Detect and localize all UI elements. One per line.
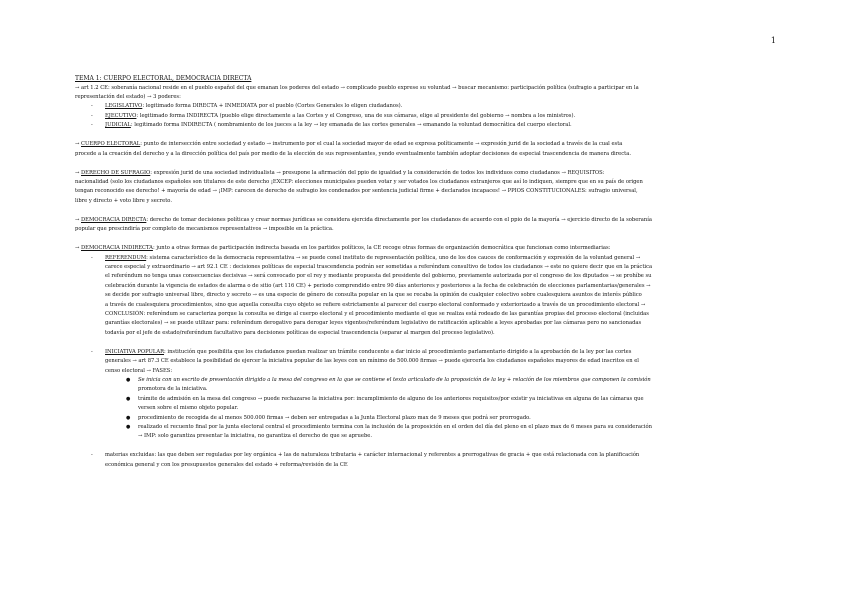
document-body — [75, 74, 775, 470]
section-heading: CUERPO ELECTORAL — [81, 141, 141, 148]
list-item — [126, 376, 775, 395]
democracia-indirecta-section: → DEMOCRACIA INDIRECTA: junto a otras formas de participación indirecta basada en los partidos políticos, la CE recoge otras formas de organización democrática que funcionan como intermediarias: - REFERENDUM: sistema característico de la democracia representativa → se puede conel instituto de representación política, uno de los dos cauces de conformación y expresión de la voluntad general → carece especial y extraordinario → art 92.1 CE : decisiones políticas de especial trascendencia podrán ser sometidas a referéndum consultivo de todos los ciudadanos → este no quiere decir que en la práctica el referéndum no tenga unas consecuencias decisivas → será convocado por el rey y mediante propuesta del presidente del gobierno, previamente autorizada por el congreso de los diputados → se prohíbe su celebración durante la vigencia de estados de alarma o de sitio (art 116 CE) + periodo comprendido entre 90 días anteriores y posteriores a la fecha de celebración de elecciones parlamentarias/generales → se decide por sufragio universal libre, directo y secreto → es una especie de género de consulta popular en la que se recaba la opinión de cualquier colectivo sobre cualesquiera asuntos de interés público a través de cualesquiera procedimientos, sino que aquella consulta cuyo objeto se refiere estrictamente al parecer del cuerpo electoral conformado y exteriorizado a través de un procedimiento electoral → CONCLUSIÓN: referéndum se caracteriza porque la consulta se dirige al cuerpo electoral y el procedimiento mediante el que se realiza está rodeado de las garantías propias del proceso electoral (incluidas garantías electorales) → se puede utilizar para: referéndum derogativo para derogar leyes vigentes/referéndum legislativo de ratificación aplicable a leyes aprobadas por las cámaras pero no sancionadas todavía por el jefe de estado/referéndum facultativo para decisiones políticas de especial trascendencia (separar al margen del proceso legislativo). - INICIATIVA POPULAR: institución que posibilita que los ciudadanos puedan realizar un trámite conducente a dar inicio al procedimiento parlamentario dirigido a la aprobación de la ley por las cortes generales → art 87.3 CE establece la posibilidad de ejercer la iniciativa popular de las leyes con un mínimo de 500.000 firmas → puede ejercerla los ciudadanos españoles mayores de edad inscritos en el censo electoral → FASES: ● Se inicia con un escrito de presentación dirigido a la mesa del congreso en la que se contiene el texto articulado de la proposición de la ley + relación de los miembros que componen la comisión promotora de la iniciativa. ● trámite de admisión en la mesa del congreso → puede rechazarse la iniciativa por: incumplimiento de alguno de los anteriores requisitos/por existir ya iniciativas en alguna de las cámaras que versen sobre el mismo objeto popular. ● procedimiento de recogida de al menos 500.000 firmas → deben ser entregadas a la Junta Electoral plazo max de 9 meses que podrá ser prorrogado. ● realizado el recuento final por la junta electoral central el procedimiento termina con la inclusión de la proposición en el orden del día del pleno en el plazo max de 6 meses para su consideración → IMP: solo garantiza presentar la iniciativa, no garantiza el derecho de que se apruebe. - materias excluidas: las que deben ser reguladas por ley orgánica + las de naturaleza tributaria + carácter internacional y referentes a prerrogativas de gracia + que está relacionada con la planificación económica general y con los presupuestos generales del estado + reforma/revisión de la CE — [75, 244, 775, 470]
paragraph-line: el referéndum no tenga unas consecuencias decisivas → será convocado por el rey y mediante propuesta del presidente del gobierno, previamente autorizada por el congreso de los diputados → se prohíbe su — [105, 273, 652, 280]
paragraph-line: generales → art 87.3 CE establece la posibilidad de ejercer la iniciativa popular de las leyes con un mínimo de 500.000 firmas → puede ejercerla los ciudadanos españoles mayores de edad inscritos en el — [105, 358, 639, 365]
list-item — [126, 423, 775, 442]
paragraph-line: : punto de intersección entre sociedad y estado → instrumento por el cual la sociedad mayor de edad se expresa políticamente → expresión jurid de la sociedad a través de la cual esta — [140, 141, 623, 148]
bullet-icon: ● — [126, 395, 131, 402]
power-text: : legitimado forma INDIRECTA (pueblo elige directamente a las Cortes y el Congreso, una de sus cámaras, elige al presidente del gobierno → nombra a los ministros). — [136, 112, 576, 119]
paragraph-line: : junto a otras formas de participación indirecta basada en los partidos políticos, la CE recoge otras formas de organización democrática que funcionan como intermediarias: — [152, 245, 611, 252]
paragraph-line: censo electoral → FASES: — [105, 367, 173, 374]
power-text: : legitimado forma INDIRECTA ( nombramiento de los jueces a la ley → ley emanada de las cortes generales → emanando la voluntad democrática del cuerpo electoral. — [130, 122, 572, 129]
bullet-line: realizado el recuento final por la junta electoral central el procedimiento termina con la inclusión de la proposición en el orden del día del pleno en el plazo max de 6 meses para su consideración — [138, 423, 652, 430]
paragraph-line: popular que prescindiría por completo de mecanismos representativos → imposible en la práctica. — [75, 226, 334, 233]
bullet-line: Se inicia con un escrito de presentación dirigido a la mesa del congreso en la que se contiene el texto articulado de la proposición de la ley + relación de los miembros que componen la comisión — [138, 376, 651, 383]
bullet-icon: ● — [126, 376, 131, 383]
paragraph-line: garantías electorales) → se puede utilizar para: referéndum derogativo para derogar leyes vigentes/referéndum legislativo de ratificación aplicable a leyes aprobadas por las cámaras pero no sancionadas — [105, 320, 642, 327]
bullet-icon: ● — [126, 423, 131, 430]
paragraph-line: : institución que posibilita que los ciudadanos puedan realizar un trámite conducente a dar inicio al procedimiento parlamentario dirigido a la aprobación de la ley por las cortes — [164, 348, 632, 355]
power-text: : legitimado forma DIRECTA + INMEDIATA por el pueblo (Cortes Generales lo eligen ciudadanos). — [142, 103, 403, 110]
power-item: - EJECUTIVO: legitimado forma INDIRECTA (pueblo elige directamente a las Cortes y el Congreso, una de sus cámaras, elige al presidente del gobierno → nombra a los ministros). — [91, 112, 576, 119]
paragraph-line: procede a la creación del derecho y a la dirección política del país por medio de la elección de sus representantes, yendo eventualmente también adoptar decisiones de especial trascendencia de manera directa. — [75, 150, 631, 157]
section-heading: DEMOCRACIA DIRECTA — [81, 216, 147, 223]
bullet-line: versen sobre el mismo objeto popular. — [138, 405, 239, 412]
paragraph-line: : sistema característico de la democracia representativa → se puede conel instituto de representación política, uno de los dos cauces de conformación y expresión de la voluntad general → — [146, 254, 641, 261]
bullet-icon: ● — [126, 414, 131, 421]
section-heading: DEMOCRACIA INDIRECTA — [81, 245, 153, 252]
paragraph-line: a través de cualesquiera procedimientos, sino que aquella consulta cuyo objeto se refiere estrictamente al parecer del cuerpo electoral conformado y exteriorizado a través de un procedimiento electoral → — [105, 301, 646, 308]
paragraph-line: : expresión jurid de una sociedad individualista → presupone la afirmación del ppio de igualdad y la consideración de todos los individuos como ciudadanos → REQUISITOS: — [150, 169, 605, 176]
paragraph-line: libre y directo + voto libre y secreto. — [75, 197, 172, 204]
intro-line: → art 1.2 CE: soberanía nacional reside en el pueblo español del que emanan los poderes del estado → complicado pueblo exprese su voluntad → buscar mecanismo: participación política (sufragio a participar en la — [75, 84, 639, 91]
bullet-line: trámite de admisión en la mesa del congreso → puede rechazarse la iniciativa por: incumplimiento de alguno de los anteriores requisitos/por existir ya iniciativas en alguna de las cámaras que — [138, 395, 644, 402]
power-label: EJECUTIVO — [105, 112, 137, 119]
paragraph-line: materias excluidas: las que deben ser reguladas por ley orgánica + las de naturaleza tributaria + carácter internacional y referentes a prerrogativas de gracia + que está relacionada con la planificación — [105, 452, 640, 459]
cuerpo-electoral-section: → CUERPO ELECTORAL: punto de intersección entre sociedad y estado → instrumento por el cual la sociedad mayor de edad se expresa políticamente → expresión jurid de la sociedad a través de la cual esta procede a la creación del derecho y a la dirección política del país por medio de la elección de sus representantes, yendo eventualmente también adoptar decisiones de especial trascendencia de manera directa. — [75, 140, 775, 159]
paragraph-line: todavía por el jefe de estado/referéndum facultativo para decisiones políticas de especial trascendencia (separar al margen del proceso legislativo). — [105, 329, 495, 336]
paragraph-line: se decide por sufragio universal libre, directo y secreto → es una especie de género de consulta popular en la que se recaba la opinión de cualquier colectivo sobre cualesquiera asuntos de interés público — [105, 292, 642, 299]
sufragio-section: → DERECHO DE SUFRAGIO: expresión jurid de una sociedad individualista → presupone la afirmación del ppio de igualdad y la consideración de todos los individuos como ciudadanos → REQUISITOS: nacionalidad (solo los ciudadanos españoles son titulares de este derecho ¡EXCEP: elecciones municipales pueden votar y ser votados los ciudadanos extranjeros que así lo indiquen, siempre que en su país de origen tengan reconocido ese derecho! + mayoría de edad → ¡IMP: carecen de derecho de sufragio los condenados por sentencia judicial firme + declarados incapaces! → PPIOS CONSTITUCIONALES: sufragio universal, libre y directo + voto libre y secreto. — [75, 169, 775, 207]
paragraph-line: : derecho de tomar decisiones políticas y crear normas jurídicas se considera ejercida directamente por los ciudadanos de acuerdo con el ppio de la mayoría → ejercicio directo de la soberanía — [146, 216, 652, 223]
power-item: - JUDICIAL: legitimado forma INDIRECTA ( nombramiento de los jueces a la ley → ley emanada de las cortes generales → emanando la voluntad democrática del cuerpo electoral. — [91, 122, 572, 129]
list-item — [126, 414, 775, 423]
bullet-line: procedimiento de recogida de al menos 500.000 firmas → deben ser entregadas a la Junta Electoral plazo max de 9 meses que podrá ser prorrogado. — [138, 414, 531, 421]
democracia-directa-section: → DEMOCRACIA DIRECTA: derecho de tomar decisiones políticas y crear normas jurídicas se considera ejercida directamente por los ciudadanos de acuerdo con el ppio de la mayoría → ejercicio directo de la soberanía popular que prescindiría por completo de mecanismos representativos → imposible en la práctica. — [75, 216, 775, 235]
paragraph-line: CONCLUSIÓN: referéndum se caracteriza porque la consulta se dirige al cuerpo electoral y el procedimiento mediante el que se realiza está rodeado de las garantías propias del proceso electoral (incluidas — [105, 311, 649, 317]
iniciativa-popular-item: - INICIATIVA POPULAR: institución que posibilita que los ciudadanos puedan realizar un trámite conducente a dar inicio al procedimiento parlamentario dirigido a la aprobación de la ley por las cortes generales → art 87.3 CE establece la posibilidad de ejercer la iniciativa popular de las leyes con un mínimo de 500.000 firmas → puede ejercerla los ciudadanos españoles mayores de edad inscritos en el censo electoral → FASES: — [75, 348, 775, 376]
paragraph-line: económica general y con los presupuestos generales del estado + reforma/revisión de la CE — [105, 461, 348, 468]
referendum-item: - REFERENDUM: sistema característico de la democracia representativa → se puede conel instituto de representación política, uno de los dos cauces de conformación y expresión de la voluntad general → carece especial y extraordinario → art 92.1 CE : decisiones políticas de especial trascendencia podrán ser sometidas a referéndum consultivo de todos los ciudadanos → este no quiere decir que en la práctica el referéndum no tenga unas consecuencias decisivas → será convocado por el rey y mediante propuesta del presidente del gobierno, previamente autorizada por el congreso de los diputados → se prohíbe su celebración durante la vigencia de estados de alarma o de sitio (art 116 CE) + periodo comprendido entre 90 días anteriores y posteriores a la fecha de celebración de elecciones parlamentarias/generales → se decide por sufragio universal libre, directo y secreto → es una especie de género de consulta popular en la que se recaba la opinión de cualquier colectivo sobre cualesquiera asuntos de interés público a través de cualesquiera procedimientos, sino que aquella consulta cuyo objeto se refiere estrictamente al parecer del cuerpo electoral conformado y exteriorizado a través de un procedimiento electoral → CONCLUSIÓN: referéndum se caracteriza porque la consulta se dirige al cuerpo electoral y el procedimiento mediante el que se realiza está rodeado de las garantías propias del proceso electoral (incluidas garantías electorales) → se puede utilizar para: referéndum derogativo para derogar leyes vigentes/referéndum legislativo de ratificación aplicable a leyes aprobadas por las cámaras pero no sancionadas todavía por el jefe de estado/referéndum facultativo para decisiones políticas de especial trascendencia (separar al margen del proceso legislativo). — [75, 254, 775, 339]
paragraph-line: celebración durante la vigencia de estados de alarma o de sitio (art 116 CE) + periodo comprendido entre 90 días anteriores y posteriores a la fecha de celebración de elecciones parlamentarias/generales → — [105, 282, 651, 289]
item-label: INICIATIVA POPULAR — [105, 348, 165, 355]
page-number: 1 — [770, 36, 776, 45]
document-title: TEMA 1: CUERPO ELECTORAL, DEMOCRACIA DIRECTA — [75, 75, 252, 82]
bullet-line: promotora de la iniciativa. — [138, 386, 208, 393]
intro-section — [75, 74, 775, 131]
paragraph-line: carece especial y extraordinario → art 92.1 CE : decisiones políticas de especial trascendencia podrán ser sometidas a referéndum consultivo de todos los ciudadanos → este no quiere decir que en la práctica — [105, 263, 653, 270]
intro-line: representación del estado) → 3 poderes: — [75, 93, 181, 100]
list-item — [126, 395, 775, 414]
power-label: LEGISLATIVO — [105, 103, 143, 110]
bullet-line: → IMP: solo garantiza presentar la iniciativa, no garantiza el derecho de que se apruebe. — [138, 433, 372, 440]
power-item: - LEGISLATIVO: legitimado forma DIRECTA + INMEDIATA por el pueblo (Cortes Generales lo eligen ciudadanos). — [91, 103, 403, 110]
paragraph-line: nacionalidad (solo los ciudadanos españoles son titulares de este derecho ¡EXCEP: elecciones municipales pueden votar y ser votados los ciudadanos extranjeros que así lo indiquen, siempre que en su país de origen — [75, 178, 643, 185]
materias-excluidas-item: - materias excluidas: las que deben ser reguladas por ley orgánica + las de naturaleza tributaria + carácter internacional y referentes a prerrogativas de gracia + que está relacionada con la planificación económica general y con los presupuestos generales del estado + reforma/revisión de la CE — [75, 451, 775, 470]
item-label: REFERENDUM — [105, 254, 147, 261]
section-heading: DERECHO DE SUFRAGIO — [81, 169, 151, 176]
power-label: JUDICIAL — [105, 122, 131, 129]
paragraph-line: tengan reconocido ese derecho! + mayoría de edad → ¡IMP: carecen de derecho de sufragio los condenados por sentencia judicial firme + declarados incapaces! → PPIOS CONSTITUCIONALES: sufragio universal, — [75, 188, 638, 195]
fases-list — [126, 376, 775, 442]
